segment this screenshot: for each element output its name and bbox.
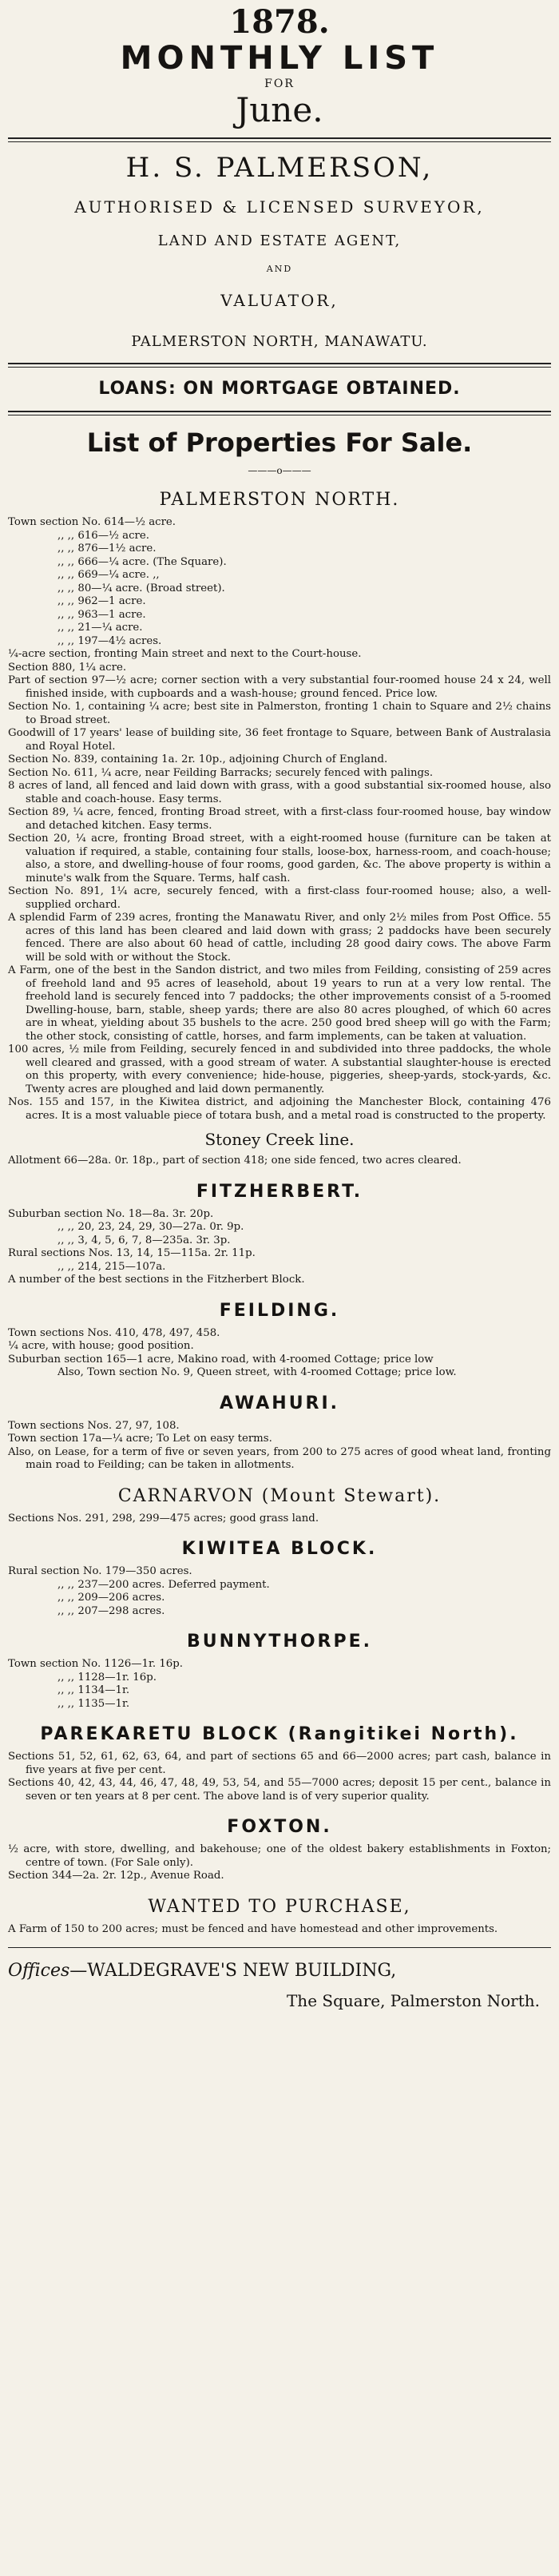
firm-name: H. S. PALMERSON, <box>125 152 434 184</box>
divider <box>8 1947 551 1948</box>
property-entry: Town section No. 614—½ acre. <box>8 516 176 528</box>
section-heading: AWAHURI. <box>219 1393 340 1413</box>
property-entry: 8 acres of land, all fenced and laid down with grass, with a good substantial six-roomed house, also stable and coach-house. Easy terms. <box>8 780 551 805</box>
property-entry: ,, ,, 20, 23, 24, 29, 30—27a. 0r. 9p. <box>57 1221 244 1233</box>
properties-title: List of Properties For Sale. <box>86 427 473 458</box>
property-entry: ,, ,, 3, 4, 5, 6, 7, 8—235a. 3r. 3p. <box>57 1234 231 1246</box>
property-list <box>8 1565 551 1618</box>
for-label: FOR <box>264 78 295 90</box>
property-list <box>8 1155 551 1168</box>
property-entry: A number of the best sections in the Fitzherbert Block. <box>8 1274 305 1286</box>
property-entry: Section 20, ¼ acre, fronting Broad street, with a eight-roomed house (furniture can be taken at valuation if required, a stable, containing four stalls, loose-box, harness-room, and coach-house; also, a store, and dwelling-house of four rooms, good garden, &c. The above property is within a minute's walk from the Square. Terms, half cash. <box>8 833 551 885</box>
ornament-divider: ———o——— <box>248 465 311 476</box>
property-entry: Suburban section No. 18—8a. 3r. 20p. <box>8 1207 214 1220</box>
property-entry: ,, ,, 963—1 acre. <box>57 608 146 621</box>
section-heading: FOXTON. <box>227 1817 332 1837</box>
section-heading: Stoney Creek line. <box>204 1130 355 1149</box>
section-heading: PAREKARETU BLOCK (Rangitikei North). <box>40 1724 519 1744</box>
section-heading: KIWITEA BLOCK. <box>181 1539 378 1559</box>
property-entry: A Farm of 150 to 200 acres; must be fenced and have homestead and other improvements. <box>8 1922 498 1935</box>
property-entry: 100 acres, ½ mile from Feilding, securely fenced in and subdivided into three paddocks, the whole well cleared and grassed, with a good stream of water. A substantial slaughter-house is erected on this property, with every convenience; hide-house, piggeries, sheep-yards, stock-yards, &c. Twenty acres are ploughed and laid down permanently. <box>8 1044 551 1095</box>
property-entry: Allotment 66—28a. 0r. 18p., part of section 418; one side fenced, two acres cleared. <box>8 1155 462 1167</box>
divider <box>8 137 551 142</box>
property-entry: ,, ,, 21—¼ acre. <box>57 622 143 634</box>
property-entry: Section No. 891, 1¼ acre, securely fenced, with a first-class four-roomed house; also, a well-supplied orchard. <box>8 885 551 911</box>
property-entry: Also, on Lease, for a term of five or seven years, from 200 to 275 acres of good wheat land, fronting main road to Feilding; can be taken in allotments. <box>8 1445 551 1471</box>
property-list <box>8 1923 551 1937</box>
property-entry: ,, ,, 237—200 acres. Deferred payment. <box>57 1578 270 1591</box>
offices-text: —WALDEGRAVE'S NEW BUILDING, <box>69 1961 397 1981</box>
property-entry: Nos. 155 and 157, in the Kiwitea district, and adjoining the Manchester Block, containing 476 acres. It is a most valuable piece of totara bush, and a metal road is constructed to the property. <box>8 1096 551 1122</box>
divider <box>8 363 551 368</box>
property-list <box>8 1751 551 1803</box>
property-entry: Rural sections Nos. 13, 14, 15—115a. 2r. 11p. <box>8 1247 256 1259</box>
property-entry: ,, ,, 1135—1r. <box>57 1697 130 1710</box>
firm-and-label: AND <box>266 264 293 274</box>
section-heading: BUNNYTHORPE. <box>187 1632 372 1652</box>
property-entry: Town sections Nos. 27, 97, 108. <box>8 1419 180 1432</box>
property-list <box>8 1420 551 1473</box>
section-heading: CARNARVON (Mount Stewart). <box>117 1485 442 1506</box>
property-entry: ,, ,, 962—1 acre. <box>57 595 146 607</box>
property-entry: Goodwill of 17 years' lease of building site, 36 feet frontage to Square, between Bank of Australasia and Royal Hotel. <box>8 727 551 753</box>
property-entry: ,, ,, 197—4½ acres. <box>57 634 162 647</box>
firm-title-valuator: VALUATOR, <box>220 291 339 310</box>
property-entry: ,, ,, 214, 215—107a. <box>57 1260 166 1273</box>
property-entry: ½ acre, with store, dwelling, and bakehouse; one of the oldest bakery establishments in Foxton; centre of town. (For Sale only). <box>8 1843 551 1869</box>
property-entry: ,, ,, 876—1½ acre. <box>57 543 157 555</box>
section-heading: WANTED TO PURCHASE, <box>148 1896 411 1917</box>
property-entry: Part of section 97—½ acre; corner section with a very substantial four-roomed house 24 x 24, well finished inside, with cupboards and a wash-house; ground fenced. Price low. <box>8 674 551 700</box>
property-entry: Also, Town section No. 9, Queen street, with 4-roomed Cottage; price low. <box>57 1366 457 1378</box>
property-entry: Section No. 839, containing 1a. 2r. 10p., adjoining Church of England. <box>8 753 388 765</box>
firm-title-agent: LAND AND ESTATE AGENT, <box>157 233 402 249</box>
property-entry: Sections 51, 52, 61, 62, 63, 64, and part of sections 65 and 66—2000 acres; part cash, balance in five years at five per cent. <box>8 1751 551 1776</box>
property-entry: A Farm, one of the best in the Sandon district, and two miles from Feilding, consisting of 259 acres of freehold land and 95 acres of leasehold, about 19 years to run at a very low rental. The freehold land is securely fenced into 7 paddocks; the other improvements consist of a 5-roomed Dwelling-house, barn, stable, sheep yards; there are also 80 acres ploughed, of which 60 acres are in wheat, yielding about 35 bushels to the acre. 250 good bred sheep will go with the Farm; the other stock, consisting of cattle, horses, and farm implements, can be taken at valuation. <box>8 964 551 1043</box>
property-entry: ¼-acre section, fronting Main street and next to the Court-house. <box>8 648 362 660</box>
offices-label: Offices <box>8 1961 70 1981</box>
property-entry: Town section 17a—¼ acre; To Let on easy terms. <box>8 1433 272 1445</box>
divider <box>8 411 551 415</box>
offices-line <box>8 1959 551 1983</box>
property-entry: Town sections Nos. 410, 478, 497, 458. <box>8 1326 220 1339</box>
property-entry: ¼ acre, with house; good position. <box>8 1340 194 1352</box>
property-entry: ,, ,, 669—¼ acre. ,, <box>57 569 160 581</box>
document-page <box>0 5 559 2576</box>
firm-location: PALMERSTON NORTH, MANAWATU. <box>131 333 428 350</box>
year-heading: 1878. <box>229 3 330 41</box>
section-heading: FEILDING. <box>219 1300 340 1321</box>
property-entry: Sections 40, 42, 43, 44, 46, 47, 48, 49, 53, 54, and 55—7000 acres; deposit 15 per cent., balance in seven or ten years at 8 per cent. The above land is of very superior quality. <box>8 1777 551 1803</box>
property-list <box>8 1513 551 1526</box>
property-entry: ,, ,, 1128—1r. 16p. <box>57 1671 157 1684</box>
section-heading: FITZHERBERT. <box>196 1181 363 1202</box>
property-list <box>8 1658 551 1711</box>
list-title-heading: MONTHLY LIST <box>120 40 439 77</box>
property-entry: ,, ,, 80—¼ acre. (Broad street). <box>57 582 225 594</box>
section-heading: PALMERSTON NORTH. <box>159 490 400 510</box>
property-entry: Suburban section 165—1 acre, Makino road, with 4-roomed Cottage; price low <box>8 1353 434 1366</box>
property-list <box>8 1843 551 1883</box>
property-entry: ,, ,, 616—½ acre. <box>57 529 149 542</box>
month-heading: June. <box>236 90 323 129</box>
property-entry: Section 89, ¼ acre, fenced, fronting Broad street, with a first-class four-roomed house, bay window and detached kitchen. Easy terms. <box>8 806 551 832</box>
loans-banner: LOANS: ON MORTGAGE OBTAINED. <box>98 379 461 399</box>
property-sections <box>8 487 551 1936</box>
property-entry: ,, ,, 1134—1r. <box>57 1684 130 1696</box>
property-entry: Section No. 611, ¼ acre, near Feilding Barracks; securely fenced with palings. <box>8 766 434 779</box>
property-entry: Town section No. 1126—1r. 16p. <box>8 1658 184 1670</box>
property-entry: ,, ,, 666—¼ acre. (The Square). <box>57 555 227 568</box>
property-entry: ,, ,, 207—298 acres. <box>57 1604 165 1617</box>
property-entry: Section 344—2a. 2r. 12p., Avenue Road. <box>8 1870 224 1882</box>
firm-title-surveyor: AUTHORISED & LICENSED SURVEYOR, <box>74 197 485 217</box>
property-entry: Rural section No. 179—350 acres. <box>8 1565 192 1577</box>
property-entry: Section No. 1, containing ¼ acre; best site in Palmerston, fronting 1 chain to Square and 2½ chains to Broad street. <box>8 701 551 726</box>
property-entry: A splendid Farm of 239 acres, fronting the Manawatu River, and only 2½ miles from Post Office. 55 acres of this land has been cleared and laid down with grass; 2 paddocks have been securely fenced. There are also about 60 head of cattle, including 28 good dairy cows. The above Farm will be sold with or without the Stock. <box>8 912 551 964</box>
property-entry: Sections Nos. 291, 298, 299—475 acres; good grass land. <box>8 1512 319 1525</box>
office-address: The Square, Palmerston North. <box>286 1991 540 2010</box>
property-list <box>8 1327 551 1380</box>
property-list <box>8 516 551 1123</box>
property-entry: ,, ,, 209—206 acres. <box>57 1592 165 1604</box>
property-entry: Section 880, 1¼ acre. <box>8 661 127 674</box>
property-list <box>8 1208 551 1287</box>
